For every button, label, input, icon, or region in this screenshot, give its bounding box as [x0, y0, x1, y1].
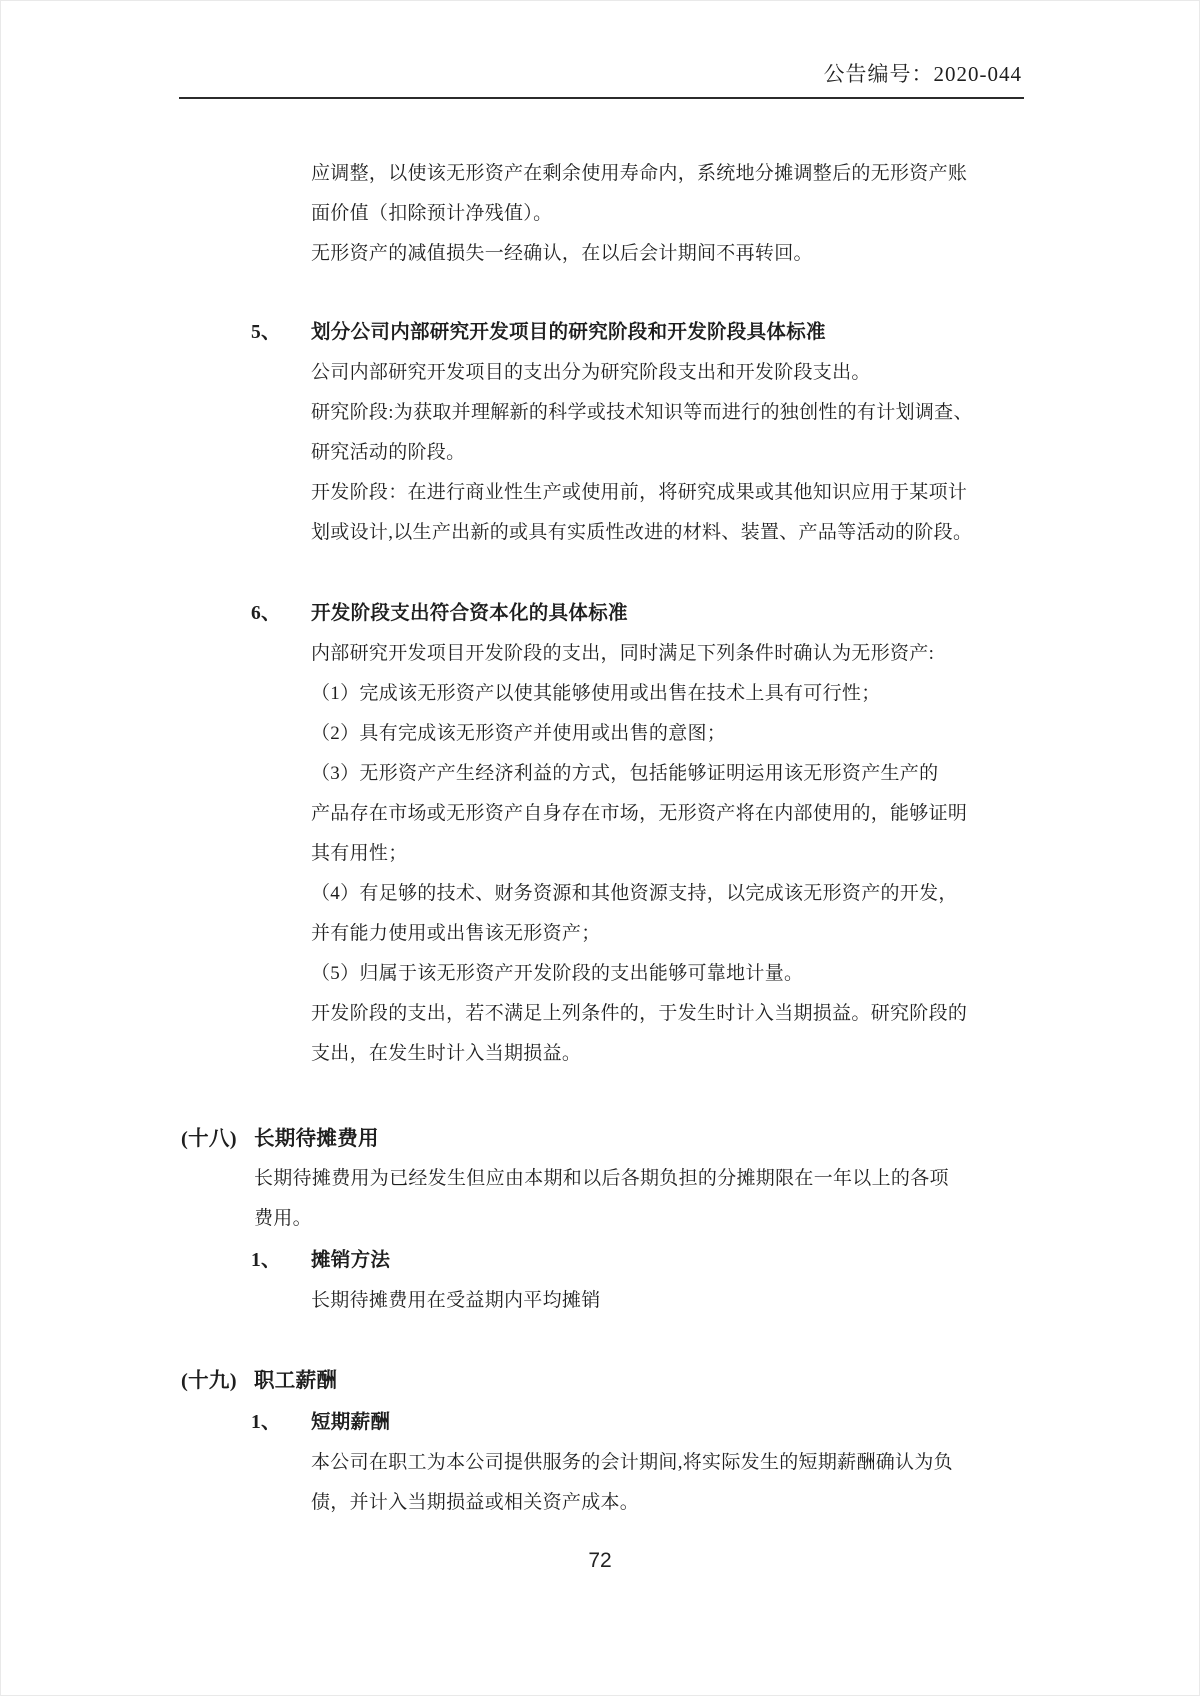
text-line: 开发阶段：在进行商业性生产或使用前，将研究成果或其他知识应用于某项计	[311, 482, 968, 503]
text-line: 开发阶段的支出，若不满足上列条件的，于发生时计入当期损益。研究阶段的	[311, 1003, 968, 1024]
text-line: 债，并计入当期损益或相关资产成本。	[311, 1492, 640, 1513]
text-line: 无形资产的减值损失一经确认，在以后会计期间不再转回。	[311, 243, 813, 264]
text-line: 本公司在职工为本公司提供服务的会计期间,将实际发生的短期薪酬确认为负	[311, 1452, 953, 1473]
paragraph-section6	[311, 634, 1199, 1074]
heading-number: 5、	[251, 322, 281, 343]
text-line: （4）有足够的技术、财务资源和其他资源支持，以完成该无形资产的开发，	[311, 883, 958, 904]
heading-title: 开发阶段支出符合资本化的具体标准	[311, 603, 628, 624]
text-line: 研究活动的阶段。	[311, 442, 466, 463]
paragraph-section19-sub1	[311, 1443, 1199, 1523]
section-number: (十八)	[181, 1128, 237, 1150]
text-line: 并有能力使用或出售该无形资产；	[311, 923, 601, 944]
text-line: （1）完成该无形资产以使其能够使用或出售在技术上具有可行性；	[311, 683, 881, 704]
text-line: 应调整，以使该无形资产在剩余使用寿命内，系统地分摊调整后的无形资产账	[311, 163, 968, 184]
heading-title: 短期薪酬	[311, 1412, 391, 1433]
heading-number: 1、	[251, 1250, 281, 1271]
text-line: 产品存在市场或无形资产自身存在市场，无形资产将在内部使用的，能够证明	[311, 803, 968, 824]
paragraph-section18	[254, 1159, 1199, 1239]
heading-item-5	[251, 313, 1199, 353]
paragraph-intangible-adjustment	[311, 154, 1199, 274]
paragraph-section5	[311, 353, 1199, 553]
text-line: 其有用性；	[311, 843, 408, 864]
text-line: 面价值（扣除预计净残值）。	[311, 203, 553, 224]
header-rule	[179, 97, 1024, 99]
section-title: 职工薪酬	[254, 1370, 338, 1392]
text-line: （5）归属于该无形资产开发阶段的支出能够可靠地计量。	[311, 963, 804, 984]
heading-number: 1、	[251, 1412, 281, 1433]
text-line: 公司内部研究开发项目的支出分为研究阶段支出和开发阶段支出。	[311, 362, 871, 383]
paragraph-section18-sub1	[311, 1281, 1199, 1321]
text-line: 费用。	[254, 1208, 312, 1229]
text-line: 内部研究开发项目开发阶段的支出，同时满足下列条件时确认为无形资产:	[311, 643, 935, 664]
text-line: 研究阶段:为获取并理解新的科学或技术知识等而进行的独创性的有计划调查、	[311, 402, 973, 423]
page-header	[179, 59, 1022, 89]
text-line: 支出，在发生时计入当期损益。	[311, 1043, 582, 1064]
text-line: （2）具有完成该无形资产并使用或出售的意图；	[311, 723, 727, 744]
heading-title: 划分公司内部研究开发项目的研究阶段和开发阶段具体标准	[311, 322, 826, 343]
text-line: 长期待摊费用为已经发生但应由本期和以后各期负担的分摊期限在一年以上的各项	[254, 1168, 949, 1189]
doc-number: 公告编号：2020-044	[823, 62, 1022, 86]
heading-section18-sub1	[251, 1241, 1199, 1281]
heading-item-6	[251, 594, 1199, 634]
section-title: 长期待摊费用	[254, 1128, 379, 1150]
page-footer	[1, 1546, 1199, 1576]
heading-number: 6、	[251, 603, 281, 624]
section-number: (十九)	[181, 1370, 237, 1392]
text-line: （3）无形资产产生经济利益的方式，包括能够证明运用该无形资产生产的	[311, 763, 939, 784]
text-line: 划或设计,以生产出新的或具有实质性改进的材料、装置、产品等活动的阶段。	[311, 522, 973, 543]
text-line: 长期待摊费用在受益期内平均摊销	[311, 1290, 601, 1311]
page-number: 72	[588, 1549, 612, 1572]
heading-section-18	[181, 1119, 1199, 1159]
heading-title: 摊销方法	[311, 1250, 391, 1271]
heading-section-19	[181, 1361, 1199, 1401]
heading-section19-sub1	[251, 1403, 1199, 1443]
